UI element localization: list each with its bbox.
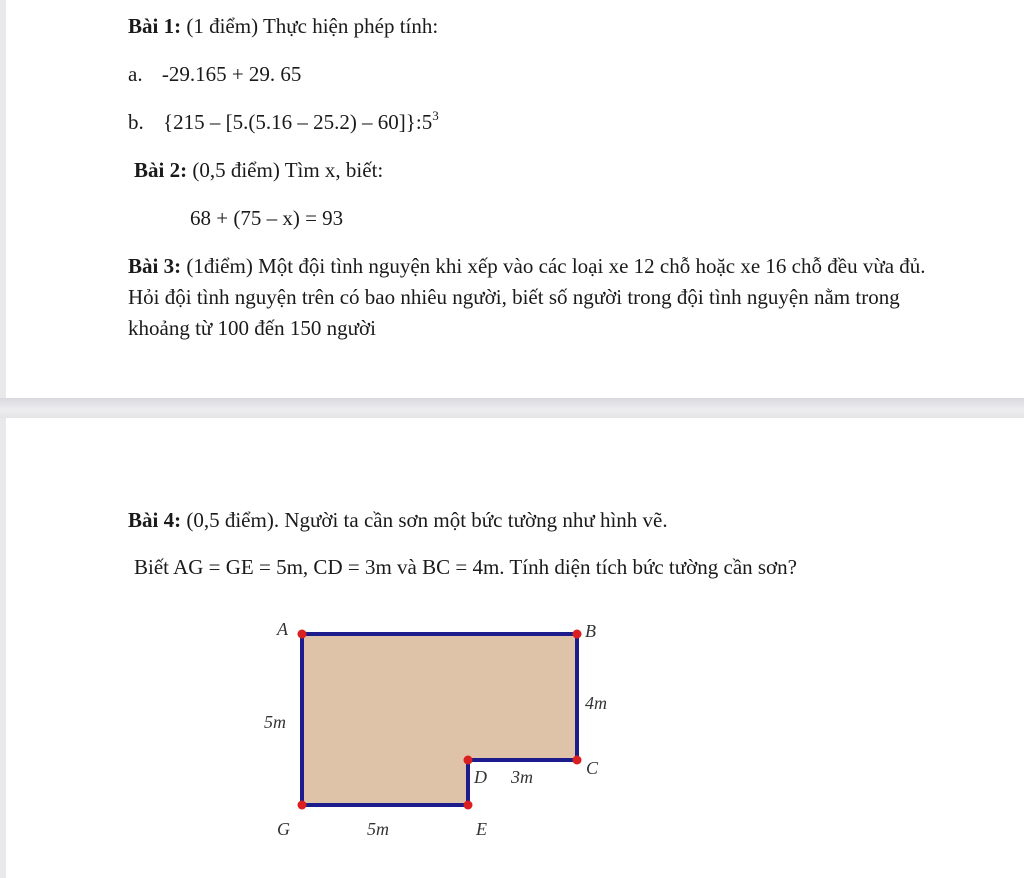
vertex-c: [573, 756, 582, 765]
vertex-e: [464, 801, 473, 810]
bai1-heading: Bài 1:: [128, 14, 182, 38]
wall-shape: [302, 634, 577, 805]
vertex-b: [573, 630, 582, 639]
label-b: B: [585, 621, 596, 641]
wall-figure: [255, 608, 615, 844]
measure-ge: 5m: [367, 819, 389, 839]
bai1-b-exponent: 3: [432, 108, 439, 123]
bai2-equation: 68 + (75 – x) = 93: [190, 206, 344, 230]
bai1-b-expr: {215 – [5.(5.16 – 25.2) – 60]}:5: [163, 110, 433, 134]
bai1-b-label: b.: [128, 110, 144, 134]
label-g: G: [277, 819, 290, 839]
vertex-d: [464, 756, 473, 765]
bai2-heading: Bài 2:: [134, 158, 188, 182]
bai2-title: [134, 158, 383, 183]
label-e: E: [476, 819, 487, 839]
bai1-b: [128, 110, 439, 135]
bai2-desc: (0,5 điểm) Tìm x, biết:: [187, 158, 384, 182]
bai3-paragraph: [128, 251, 928, 344]
measure-cd: 3m: [511, 767, 533, 787]
label-c: C: [586, 758, 599, 778]
bai3-text: (1điểm) Một đội tình nguyện khi xếp vào các loại xe 12 chỗ hoặc xe 16 chỗ đều vừa đủ. Hỏi đội tình nguyện trên có bao nhiêu người, biết số người trong đội tình nguyện nằm trong khoảng từ 100 đến 150 người: [128, 254, 926, 340]
vertex-a: [298, 630, 307, 639]
bai4-heading: Bài 4:: [128, 508, 182, 532]
label-a: A: [277, 619, 288, 639]
bai4-given: Biết AG = GE = 5m, CD = 3m và BC = 4m. Tính diện tích bức tường cần sơn?: [134, 555, 797, 579]
bai4-desc: (0,5 điểm). Người ta cần sơn một bức tường như hình vẽ.: [181, 508, 668, 532]
bai1-a-expr: -29.165 + 29. 65: [161, 62, 302, 86]
label-d: D: [474, 767, 487, 787]
bai1-a-label: a.: [128, 62, 143, 86]
measure-ag: 5m: [264, 712, 286, 732]
measure-bc: 4m: [585, 693, 607, 713]
bai3-heading: Bài 3:: [128, 254, 182, 278]
page-gap: [0, 398, 1024, 418]
bai1-a: [128, 62, 301, 87]
vertex-g: [298, 801, 307, 810]
bai4-title: [128, 508, 668, 533]
bai1-title: [128, 14, 438, 39]
bai1-desc: (1 điểm) Thực hiện phép tính:: [181, 14, 439, 38]
